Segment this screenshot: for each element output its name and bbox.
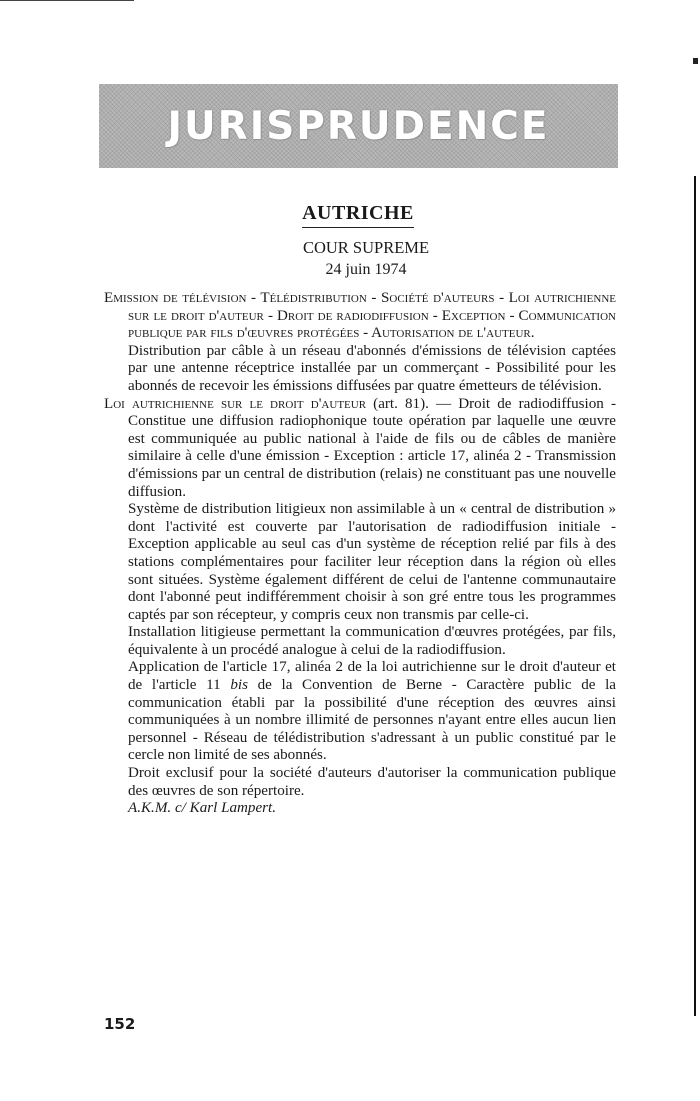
headnote-law-lead: Loi autrichienne sur le droit d'auteur <box>104 395 367 412</box>
summary-paragraph: Système de distribution litigieux non assimilable à un « central de distribution » dont l'activité est couverte par l'autorisation de radiodiffusion initiale - Exception applicable au seul cas d'un système de réception relié par fils à des stations complémentaires pour faciliter leur réception dans la région où elles sont situées. Système également différent de celui de l'antenne communautaire dont l'abonné peut indifféremment choisir à son gré entre tous les programmes captés par son récepteur, y compris ceux non transmis par celle-ci. <box>128 501 616 623</box>
summary-paragraph: Installation litigieuse permettant la communication d'œuvres protégées, par fils, équivalente à un procédé analogue à celui de la radiodiffusion. <box>128 624 616 658</box>
scan-edge-bar <box>694 176 696 1016</box>
headnote-law <box>104 396 616 502</box>
article-body <box>104 290 616 818</box>
summary-text-before: Application de l'article 17, alinéa 2 de la loi autrichienne sur le droit d'auteur et de l'article 11 <box>128 659 616 694</box>
banner-title: JURISPRUDENCE <box>167 103 550 149</box>
summary-text-after: de la Convention de Berne - Caractère public de la communication établi par la possibilité d'une réception des œuvres ainsi communiquées à un nombre illimité de personnes n'ayant entre elles aucun lien personnel - Réseau de télédistribution s'adressant à un public constitué par le cercle non limité de ses abonnés. <box>128 677 617 764</box>
section-banner <box>99 84 618 168</box>
country-heading <box>0 202 700 228</box>
scan-edge-mark <box>693 58 698 64</box>
headnote-keywords: Emission de télévision - Télédistribution - Société d'auteurs - Loi autrichienne sur le droit d'auteur - Droit de radiodiffusion - Exception - Communication publique par fils d'œuvres protégées - Autorisation de l'auteur. <box>104 290 616 342</box>
top-rule <box>0 0 134 1</box>
summary-paragraph <box>128 659 616 765</box>
country-title: AUTRICHE <box>302 202 414 228</box>
summary-paragraph: Distribution par câble à un réseau d'abonnés d'émissions de télévision captées par une antenne réceptrice installée par un commerçant - Possibilité pour les abonnés de recevoir les émissions diffusées par quatre émetteurs de télévision. <box>128 342 616 394</box>
headnote-law-text: (art. 81). — Droit de radiodiffusion - Constitue une diffusion radiophonique toute opération par laquelle une œuvre est communiquée au public national à l'aide de fils ou de câbles de manière similaire à celle d'une émission - Exception : article 17, alinéa 2 - Transmission d'émissions par un central de distribution (relais) ne constituant pas une nouvelle diffusion. <box>128 395 616 500</box>
summary-italic: bis <box>230 677 248 694</box>
page-number: 152 <box>104 1015 136 1033</box>
case-reference: A.K.M. c/ Karl Lampert. <box>128 800 277 817</box>
summary-paragraph: Droit exclusif pour la société d'auteurs d'autoriser la communication publique des œuvres de son répertoire. <box>128 765 616 799</box>
decision-date: 24 juin 1974 <box>325 261 407 278</box>
court-name: COUR SUPREME <box>302 238 430 257</box>
